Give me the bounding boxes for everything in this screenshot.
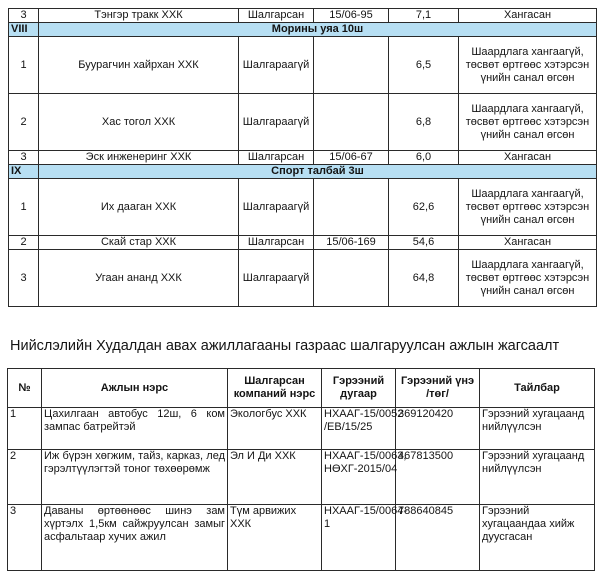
company-name: Эск инженеринг ХХК bbox=[39, 151, 239, 165]
row-number: 3 bbox=[9, 151, 39, 165]
remark: Гэрээний хугацаанд нийлүүлсэн bbox=[480, 408, 595, 450]
contract-number bbox=[314, 179, 389, 236]
selection-status: Шалгараагүй bbox=[239, 94, 314, 151]
section-number: VIII bbox=[9, 23, 39, 37]
row-number: 3 bbox=[9, 250, 39, 307]
remark: Гэрээний хугацаандаа хийж дуусгасан bbox=[480, 505, 595, 571]
col-header-note: Тайлбар bbox=[480, 369, 595, 408]
col-header-contract-no: Гэрээний дугаар bbox=[322, 369, 396, 408]
work-name: Иж бүрэн хөгжим, тайз, карказ, лед гэрэлтүүлэгтэй тоног төхөөрөмж bbox=[42, 450, 228, 505]
remark: Шаардлага хангаагүй, төсвөт өртгөөс хэтэрсэн үнийн санал өгсөн bbox=[459, 37, 597, 94]
table-row bbox=[9, 179, 597, 236]
section-heading: Нийслэлийн Худалдан авах ажиллагааны газраас шалгаруулсан ажлын жагсаалт bbox=[10, 338, 560, 354]
company-name: Угаан ананд ХХК bbox=[39, 250, 239, 307]
score: 6,8 bbox=[389, 94, 459, 151]
contract-number bbox=[314, 94, 389, 151]
company-name: Буурагчин хайрхан ХХК bbox=[39, 37, 239, 94]
contract-number: НХААГ-15/0052 /ЕВ/15/25 bbox=[322, 408, 396, 450]
table-row bbox=[9, 250, 597, 307]
table-row bbox=[9, 94, 597, 151]
table-row bbox=[8, 408, 595, 450]
contract-number bbox=[314, 37, 389, 94]
score: 6,5 bbox=[389, 37, 459, 94]
company-name: Түм арвижих ХХК bbox=[228, 505, 322, 571]
contract-number bbox=[314, 250, 389, 307]
contract-number: 15/06-95 bbox=[314, 9, 389, 23]
contract-number: НХААГ-15/0064-1 bbox=[322, 505, 396, 571]
remark: Шаардлага хангаагүй, төсвөт өртгөөс хэтэрсэн үнийн санал өгсөн bbox=[459, 94, 597, 151]
remark: Хангасан bbox=[459, 151, 597, 165]
selection-status: Шалгараагүй bbox=[239, 179, 314, 236]
row-number: 1 bbox=[9, 37, 39, 94]
table-row bbox=[9, 151, 597, 165]
company-name: Экологбус ХХК bbox=[228, 408, 322, 450]
col-header-price: Гэрээний үнэ /төг/ bbox=[396, 369, 480, 408]
contract-price: 369120420 bbox=[396, 408, 480, 450]
row-number: 2 bbox=[9, 94, 39, 151]
company-name: Тэнгэр тракк ХХК bbox=[39, 9, 239, 23]
work-name: Даваны өртөөнөөс шинэ зам хүртэлх 1,5км сайжруулсан замыг асфальтаар хучих ажил bbox=[42, 505, 228, 571]
selection-status: Шалгараагүй bbox=[239, 250, 314, 307]
procurement-works-table bbox=[7, 368, 595, 571]
company-name: Их дааган ХХК bbox=[39, 179, 239, 236]
work-name: Цахилгаан автобус 12ш, 6 ком зампас батрейтэй bbox=[42, 408, 228, 450]
contract-price: 467813500 bbox=[396, 450, 480, 505]
section-number: IX bbox=[9, 165, 39, 179]
score: 7,1 bbox=[389, 9, 459, 23]
remark: Шаардлага хангаагүй, төсвөт өртгөөс хэтэрсэн үнийн санал өгсөн bbox=[459, 250, 597, 307]
table-row bbox=[9, 236, 597, 250]
remark: Хангасан bbox=[459, 9, 597, 23]
row-number: 1 bbox=[8, 408, 42, 450]
contract-number: 15/06-67 bbox=[314, 151, 389, 165]
contract-number: НХААГ-15/0063, НӨХГ-2015/04 bbox=[322, 450, 396, 505]
table-row bbox=[8, 450, 595, 505]
company-name: Скай стар ХХК bbox=[39, 236, 239, 250]
col-header-work: Ажлын нэрс bbox=[42, 369, 228, 408]
section-title: Морины уяа 10ш bbox=[39, 23, 597, 37]
section-title: Спорт талбай 3ш bbox=[39, 165, 597, 179]
row-number: 3 bbox=[8, 505, 42, 571]
header-row bbox=[8, 369, 595, 408]
selection-status: Шалгараагүй bbox=[239, 37, 314, 94]
row-number: 1 bbox=[9, 179, 39, 236]
row-number: 2 bbox=[9, 236, 39, 250]
table-row bbox=[8, 505, 595, 571]
row-number: 3 bbox=[9, 9, 39, 23]
selection-status: Шалгарсан bbox=[239, 151, 314, 165]
score: 64,8 bbox=[389, 250, 459, 307]
score: 6,0 bbox=[389, 151, 459, 165]
selection-status: Шалгарсан bbox=[239, 236, 314, 250]
score: 62,6 bbox=[389, 179, 459, 236]
remark: Шаардлага хангаагүй, төсвөт өртгөөс хэтэрсэн үнийн санал өгсөн bbox=[459, 179, 597, 236]
remark: Гэрээний хугацаанд нийлүүлсэн bbox=[480, 450, 595, 505]
selection-status: Шалгарсан bbox=[239, 9, 314, 23]
tender-results-table bbox=[8, 8, 597, 307]
contract-price: 788640845 bbox=[396, 505, 480, 571]
section-row bbox=[9, 165, 597, 179]
table-row bbox=[9, 37, 597, 94]
col-header-company: Шалгарсан компаний нэрс bbox=[228, 369, 322, 408]
score: 54,6 bbox=[389, 236, 459, 250]
section-row bbox=[9, 23, 597, 37]
contract-number: 15/06-169 bbox=[314, 236, 389, 250]
row-number: 2 bbox=[8, 450, 42, 505]
table-row bbox=[9, 9, 597, 23]
col-header-no: № bbox=[8, 369, 42, 408]
company-name: Хас тогол ХХК bbox=[39, 94, 239, 151]
remark: Хангасан bbox=[459, 236, 597, 250]
company-name: Эл И Ди ХХК bbox=[228, 450, 322, 505]
